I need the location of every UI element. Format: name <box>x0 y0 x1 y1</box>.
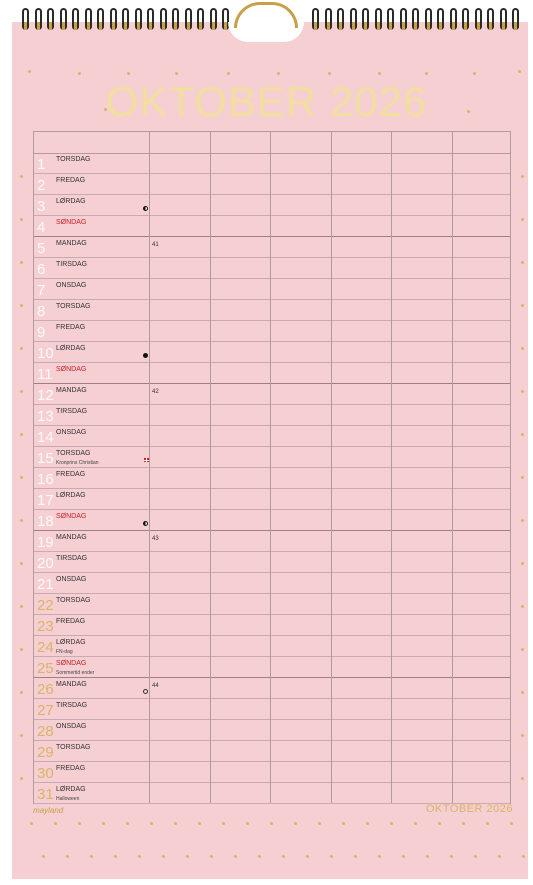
gold-dot <box>246 822 249 825</box>
gold-dot <box>20 605 23 608</box>
day-name: ONSDAG <box>56 576 87 583</box>
binding-ring <box>400 8 407 30</box>
binding-ring <box>325 8 332 30</box>
day-name: LØRDAG <box>56 492 86 499</box>
gold-dot <box>318 822 321 825</box>
binding-ring <box>450 8 457 30</box>
gold-dot <box>521 175 524 178</box>
day-row <box>34 174 510 195</box>
hanger-hook-icon <box>234 2 298 28</box>
gold-dot <box>518 70 521 73</box>
day-name: FREDAG <box>56 177 86 184</box>
day-row <box>34 363 510 384</box>
day-number: 28 <box>37 723 54 740</box>
day-number: 13 <box>37 408 54 425</box>
gold-dot <box>486 822 489 825</box>
day-row <box>34 468 510 489</box>
gold-dot <box>20 777 23 780</box>
binding-ring <box>500 8 507 30</box>
day-number: 24 <box>37 639 54 656</box>
binding-ring <box>172 8 179 30</box>
binding-ring <box>337 8 344 30</box>
gold-dot <box>210 855 213 858</box>
gold-dot <box>20 519 23 522</box>
gold-dot <box>521 218 524 221</box>
day-name: MANDAG <box>56 534 87 541</box>
day-number: 21 <box>37 576 54 593</box>
binding-ring <box>312 8 319 30</box>
gold-dot <box>378 855 381 858</box>
grid-column-line <box>210 132 211 803</box>
gold-dot <box>498 855 501 858</box>
day-number: 5 <box>37 240 46 257</box>
gold-dot <box>78 72 81 75</box>
binding-ring <box>135 8 142 30</box>
gold-dot <box>282 855 285 858</box>
calendar-grid <box>33 131 511 804</box>
gold-dot <box>328 72 331 75</box>
gold-dot <box>20 218 23 221</box>
gold-dot <box>150 822 153 825</box>
binding-ring <box>512 8 519 30</box>
day-number: 15 <box>37 450 54 467</box>
grid-column-line <box>270 132 271 803</box>
binding-ring <box>437 8 444 30</box>
gold-dot <box>414 822 417 825</box>
binding-ring <box>47 8 54 30</box>
day-name: TIRSDAG <box>56 408 88 415</box>
binding-ring <box>97 8 104 30</box>
gold-dot <box>473 72 476 75</box>
gold-dot <box>270 822 273 825</box>
day-name: SØNDAG <box>56 660 87 667</box>
gold-dot <box>20 648 23 651</box>
holiday-note: Sommertid ender <box>56 670 95 676</box>
day-number: 10 <box>37 345 54 362</box>
binding-ring <box>110 8 117 30</box>
gold-dot <box>366 822 369 825</box>
day-row <box>34 552 510 573</box>
gold-dot <box>521 261 524 264</box>
gold-dot <box>306 855 309 858</box>
gold-dot <box>30 822 33 825</box>
day-number: 3 <box>37 198 46 215</box>
day-name: LØRDAG <box>56 639 86 646</box>
gold-dot <box>390 822 393 825</box>
day-row <box>34 783 510 804</box>
grid-column-line <box>149 132 150 803</box>
gold-dot <box>521 777 524 780</box>
gold-dot <box>20 734 23 737</box>
gold-dot <box>354 855 357 858</box>
day-row <box>34 720 510 741</box>
day-name: LØRDAG <box>56 786 86 793</box>
day-number: 9 <box>37 324 46 341</box>
day-number: 26 <box>37 681 54 698</box>
day-name: ONSDAG <box>56 723 87 730</box>
gold-dot <box>20 304 23 307</box>
day-name: SØNDAG <box>56 366 87 373</box>
holiday-note: FN-dag <box>56 649 73 655</box>
gold-dot <box>20 261 23 264</box>
day-number: 6 <box>37 261 46 278</box>
gold-dot <box>227 72 230 75</box>
gold-dot <box>402 855 405 858</box>
gold-dot <box>162 855 165 858</box>
binding-ring <box>387 8 394 30</box>
day-name: FREDAG <box>56 471 86 478</box>
gold-dot <box>20 347 23 350</box>
gold-dot <box>277 72 280 75</box>
binding-ring <box>375 8 382 30</box>
gold-dot <box>426 855 429 858</box>
binding-ring <box>160 8 167 30</box>
day-name: TIRSDAG <box>56 702 88 709</box>
binding-ring <box>475 8 482 30</box>
gold-dot <box>438 822 441 825</box>
gold-dot <box>20 175 23 178</box>
gold-dot <box>126 822 129 825</box>
day-name: SØNDAG <box>56 219 87 226</box>
gold-dot <box>28 70 31 73</box>
brand-logo: mayland <box>33 806 64 815</box>
gold-dot <box>42 855 45 858</box>
day-number: 30 <box>37 765 54 782</box>
day-name: ONSDAG <box>56 429 87 436</box>
gold-dot <box>198 822 201 825</box>
day-name: LØRDAG <box>56 345 86 352</box>
gold-dot <box>66 855 69 858</box>
grid-column-line <box>452 132 453 803</box>
half-moon-icon <box>143 521 148 526</box>
gold-dot <box>521 605 524 608</box>
day-row <box>34 321 510 342</box>
day-name: TORSDAG <box>56 303 91 310</box>
gold-dot <box>521 519 524 522</box>
day-row <box>34 216 510 237</box>
day-number: 1 <box>37 156 46 173</box>
gold-dot <box>20 390 23 393</box>
gold-dot <box>425 72 428 75</box>
day-row <box>34 762 510 783</box>
gold-dot <box>342 822 345 825</box>
binding-ring <box>412 8 419 30</box>
day-row <box>34 342 510 363</box>
gold-dot <box>521 433 524 436</box>
gold-dot <box>378 72 381 75</box>
gold-dot <box>521 734 524 737</box>
binding-ring <box>72 8 79 30</box>
day-number: 27 <box>37 702 54 719</box>
day-name: ONSDAG <box>56 282 87 289</box>
day-number: 22 <box>37 597 54 614</box>
binding-ring <box>210 8 217 30</box>
day-row <box>34 489 510 510</box>
gold-dot <box>114 855 117 858</box>
day-row <box>34 657 510 678</box>
gold-dot <box>20 476 23 479</box>
day-name: FREDAG <box>56 765 86 772</box>
day-row <box>34 510 510 531</box>
day-number: 14 <box>37 429 54 446</box>
gold-dot <box>186 855 189 858</box>
half-moon-icon <box>143 206 148 211</box>
binding-ring <box>425 8 432 30</box>
binding-ring <box>462 8 469 30</box>
gold-dot <box>450 855 453 858</box>
gold-dot <box>175 72 178 75</box>
day-name: TORSDAG <box>56 450 91 457</box>
gold-dot <box>20 562 23 565</box>
binding-ring <box>85 8 92 30</box>
binding-ring <box>350 8 357 30</box>
week-number: 43 <box>152 536 159 542</box>
grid-header-row <box>34 132 510 154</box>
week-number: 42 <box>152 389 159 395</box>
gold-dot <box>521 390 524 393</box>
binding-ring <box>197 8 204 30</box>
gold-dot <box>20 691 23 694</box>
gold-dot <box>78 822 81 825</box>
gold-dot <box>330 855 333 858</box>
day-name: FREDAG <box>56 618 86 625</box>
day-name: TIRSDAG <box>56 261 88 268</box>
binding-ring <box>122 8 129 30</box>
gold-dot <box>521 691 524 694</box>
day-name: SØNDAG <box>56 513 87 520</box>
day-name: TORSDAG <box>56 744 91 751</box>
gold-dot <box>222 822 225 825</box>
binding-ring <box>147 8 154 30</box>
gold-dot <box>90 855 93 858</box>
gold-dot <box>138 855 141 858</box>
gold-dot <box>521 476 524 479</box>
footer-month-title: OKTOBER 2026 <box>425 803 513 815</box>
day-row <box>34 405 510 426</box>
day-number: 4 <box>37 219 46 236</box>
day-name: LØRDAG <box>56 198 86 205</box>
day-row <box>34 258 510 279</box>
day-name: MANDAG <box>56 681 87 688</box>
gold-dot <box>20 433 23 436</box>
day-row <box>34 678 510 699</box>
day-number: 20 <box>37 555 54 572</box>
day-number: 23 <box>37 618 54 635</box>
day-row <box>34 237 510 258</box>
gold-dot <box>521 347 524 350</box>
day-number: 8 <box>37 303 46 320</box>
gold-dot <box>510 822 513 825</box>
grid-column-line <box>391 132 392 803</box>
day-number: 12 <box>37 387 54 404</box>
gold-dot <box>54 822 57 825</box>
binding-ring <box>185 8 192 30</box>
day-row <box>34 699 510 720</box>
binding-ring <box>60 8 67 30</box>
day-number: 2 <box>37 177 46 194</box>
day-row <box>34 279 510 300</box>
day-number: 16 <box>37 471 54 488</box>
day-row <box>34 195 510 216</box>
gold-dot <box>521 562 524 565</box>
day-number: 17 <box>37 492 54 509</box>
week-number: 44 <box>152 683 159 689</box>
holiday-note: Kronprins Christian <box>56 460 99 466</box>
binding-ring <box>35 8 42 30</box>
day-name: TORSDAG <box>56 597 91 604</box>
day-name: FREDAG <box>56 324 86 331</box>
gold-dot <box>521 648 524 651</box>
week-number: 41 <box>152 242 159 248</box>
month-title: OKTOBER 2026 <box>105 78 428 125</box>
binding-ring <box>362 8 369 30</box>
gold-dot <box>174 822 177 825</box>
day-number: 29 <box>37 744 54 761</box>
new-moon-icon <box>143 689 148 694</box>
day-row <box>34 531 510 552</box>
day-row <box>34 636 510 657</box>
day-row <box>34 573 510 594</box>
gold-dot <box>521 304 524 307</box>
day-row <box>34 615 510 636</box>
day-row <box>34 384 510 405</box>
gold-dot <box>294 822 297 825</box>
gold-dot <box>127 72 130 75</box>
gold-dot <box>474 855 477 858</box>
day-number: 18 <box>37 513 54 530</box>
day-number: 19 <box>37 534 54 551</box>
day-name: TIRSDAG <box>56 555 88 562</box>
day-name: MANDAG <box>56 387 87 394</box>
day-number: 11 <box>37 366 53 383</box>
gold-dot <box>258 855 261 858</box>
day-row <box>34 426 510 447</box>
gold-dot <box>102 822 105 825</box>
binding-ring <box>487 8 494 30</box>
day-row <box>34 153 510 174</box>
day-number: 25 <box>37 660 54 677</box>
day-row <box>34 594 510 615</box>
gold-dot <box>234 855 237 858</box>
gold-dot <box>462 822 465 825</box>
day-name: TORSDAG <box>56 156 91 163</box>
grid-column-line <box>331 132 332 803</box>
holiday-note: Halloween <box>56 796 80 802</box>
full-moon-icon <box>143 353 148 358</box>
day-number: 7 <box>37 282 46 299</box>
day-row <box>34 447 510 468</box>
day-row <box>34 741 510 762</box>
day-number: 31 <box>37 786 54 803</box>
binding-ring <box>22 8 29 30</box>
day-row <box>34 300 510 321</box>
gold-dot <box>522 855 525 858</box>
day-name: MANDAG <box>56 240 87 247</box>
